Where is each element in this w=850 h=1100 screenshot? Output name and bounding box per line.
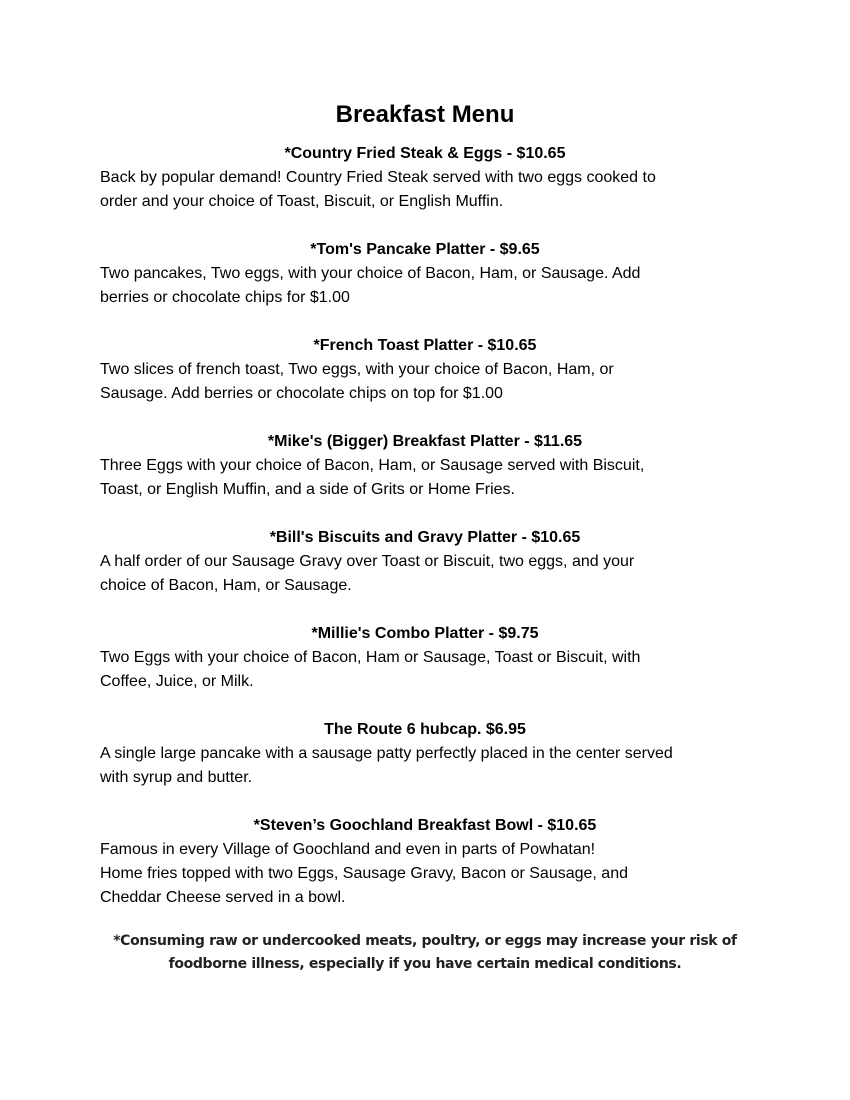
menu-item-heading: *Mike's (Bigger) Breakfast Platter - $11.65	[267, 433, 583, 450]
menu-item-description: Two slices of french toast, Two eggs, with your choice of Bacon, Ham, or Sausage. Add berries or chocolate chips on top for $1.00	[100, 361, 614, 402]
menu-item-heading: *Millie's Combo Platter - $9.75	[311, 625, 539, 642]
menu-item-description: Two Eggs with your choice of Bacon, Ham or Sausage, Toast or Biscuit, with Coffee, Juice, or Milk.	[100, 649, 641, 690]
menu-item-description: Three Eggs with your choice of Bacon, Ham, or Sausage served with Biscuit, Toast, or English Muffin, and a side of Grits or Home Fries.	[100, 457, 645, 498]
menu-item-heading: *Steven’s Goochland Breakfast Bowl - $10.65	[253, 817, 597, 834]
menu-item-country-fried-steak	[100, 142, 750, 214]
menu-item-toms-pancake-platter	[100, 238, 750, 310]
menu-item-goochland-breakfast-bowl	[100, 814, 750, 910]
menu-item-french-toast-platter	[100, 334, 750, 406]
menu-item-heading: *French Toast Platter - $10.65	[313, 337, 537, 354]
food-safety-disclaimer: *Consuming raw or undercooked meats, poultry, or eggs may increase your risk of foodborne illness, especially if you have certain medical conditions.	[113, 933, 737, 972]
menu-item-description: Two pancakes, Two eggs, with your choice of Bacon, Ham, or Sausage. Add berries or chocolate chips for $1.00	[100, 265, 641, 306]
menu-item-mikes-breakfast-platter	[100, 430, 750, 502]
menu-item-bills-biscuits-gravy	[100, 526, 750, 598]
menu-item-route-6-hubcap	[100, 718, 750, 790]
menu-item-description: Famous in every Village of Goochland and even in parts of Powhatan! Home fries topped with two Eggs, Sausage Gravy, Bacon or Sausage, and Cheddar Cheese served in a bowl.	[100, 841, 628, 906]
menu-title: Breakfast Menu	[335, 101, 515, 128]
menu-item-heading: *Tom's Pancake Platter - $9.65	[310, 241, 540, 258]
menu-item-description: A half order of our Sausage Gravy over Toast or Biscuit, two eggs, and your choice of Bacon, Ham, or Sausage.	[100, 553, 635, 594]
menu-page	[100, 98, 750, 976]
menu-item-heading: The Route 6 hubcap. $6.95	[324, 721, 526, 738]
menu-item-description: Back by popular demand! Country Fried Steak served with two eggs cooked to order and your choice of Toast, Biscuit, or English Muffin.	[100, 169, 656, 210]
menu-item-description: A single large pancake with a sausage patty perfectly placed in the center served with syrup and butter.	[100, 745, 673, 786]
menu-item-heading: *Country Fried Steak & Eggs - $10.65	[284, 145, 566, 162]
menu-item-millies-combo-platter	[100, 622, 750, 694]
menu-item-heading: *Bill's Biscuits and Gravy Platter - $10.65	[269, 529, 581, 546]
